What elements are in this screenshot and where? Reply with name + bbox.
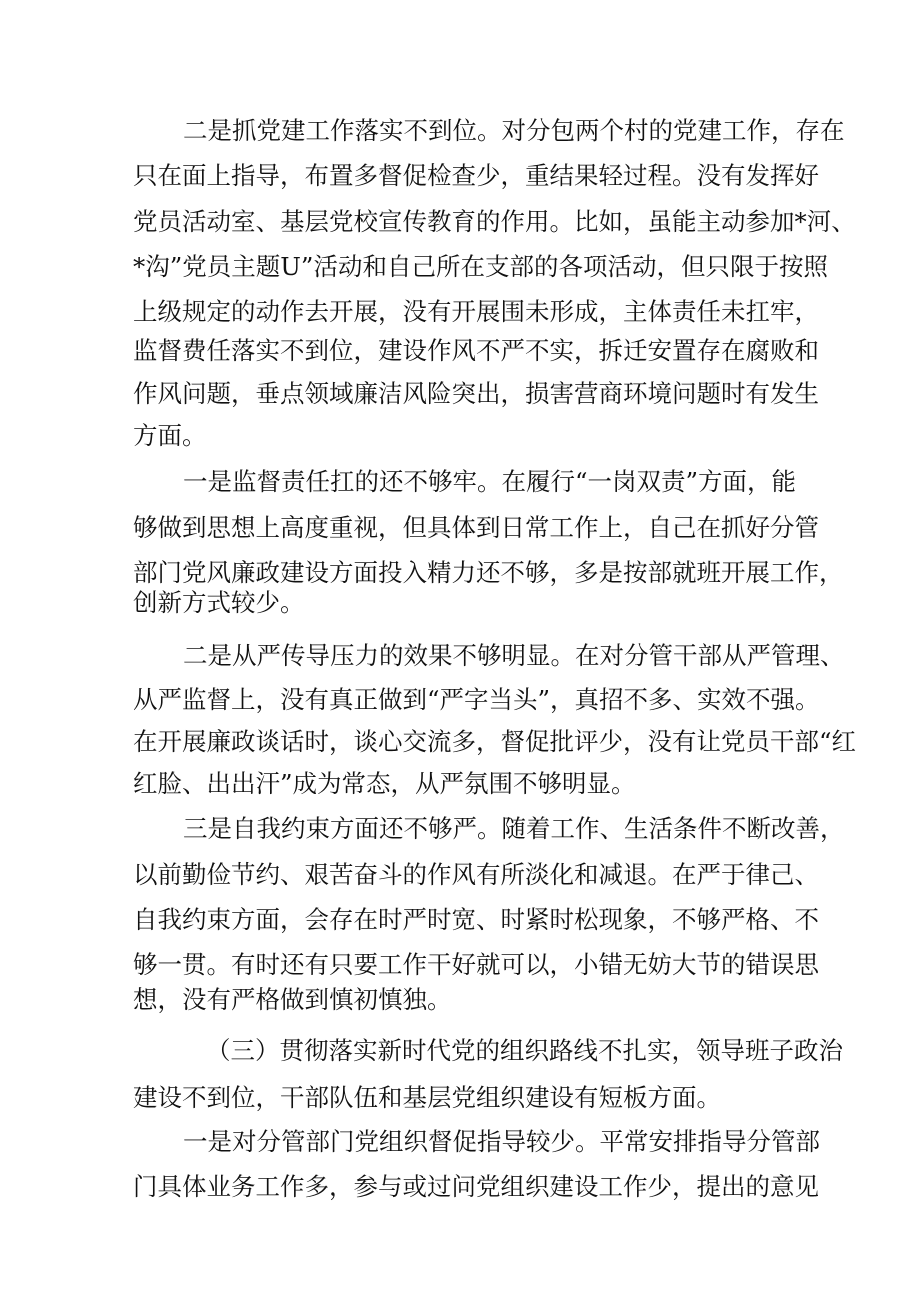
paragraph-line: 红脸、出出汗”成为常态，从严氛围不够明显。 [133, 769, 636, 798]
paragraph-line: 方面。 [133, 421, 207, 450]
paragraph-line: 部门党风廉政建设方面投入精力还不够，多是按部就班开展工作， [133, 558, 844, 587]
paragraph-line: 一是监督责任扛的还不够牢。在履行“一岗双责”方面，能 [183, 467, 797, 496]
paragraph-line: *沟”党员主题U”活动和自己所在支部的各项活动，但只限于按照 [133, 252, 828, 281]
paragraph-line: 三是自我约束方面还不够严。随着工作、生活条件不断改善， [183, 814, 845, 843]
paragraph-line: 想，没有严格做到慎初慎独。 [133, 985, 452, 1014]
paragraph-line: 在开展廉政谈话时，谈心交流多，督促批评少，没有让党员干部“红 [133, 727, 857, 756]
paragraph-line: 上级规定的动作去开展，没有开展围未形成，主体责任未扛牢， [133, 297, 819, 326]
paragraph-line: 二是从严传导压力的效果不够明显。在对分管干部从严管理、 [183, 641, 845, 670]
paragraph-line: 门具体业务工作多，参与或过问党组织建设工作少，提出的意见 [133, 1172, 819, 1201]
paragraph-line: 党员活动室、基层党校宣传教育的作用。比如，虽能主动参加*河、 [133, 207, 856, 236]
paragraph-line: 一是对分管部门党组织督促指导较少。平常安排指导分管部 [183, 1127, 820, 1156]
paragraph-line: 够一贯。有时还有只要工作干好就可以，小错无妨大节的错误思 [133, 950, 819, 979]
paragraph-line: 够做到思想上高度重视，但具体到日常工作上，自己在抓好分管 [133, 513, 819, 542]
paragraph-line: 只在面上指导，布置多督促检查少，重结果轻过程。没有发挥好 [133, 161, 819, 190]
paragraph-line: 自我约束方面，会存在时严时宽、时紧时松现象，不够严格、不 [133, 905, 819, 934]
paragraph-line: 以前勤俭节约、艰苦奋斗的作风有所淡化和减退。在严于律己、 [133, 860, 819, 889]
paragraph-line: 从严监督上，没有真正做到“严字当头”，真招不多、实效不强。 [133, 685, 820, 714]
section-heading-line: 建设不到位，干部队伍和基层党组织建设有短板方面。 [133, 1083, 721, 1112]
paragraph-line: 监督费任落实不到位，建设作风不严不实，拆迁安置存在腐败和 [133, 336, 819, 365]
paragraph-line: 二是抓党建工作落实不到位。对分包两个村的党建工作，存在 [183, 116, 845, 145]
section-heading-line: （三）贯彻落实新时代党的组织路线不扎实，领导班子政治 [206, 1036, 843, 1065]
paragraph-line: 创新方式较少。 [133, 588, 305, 617]
paragraph-line: 作风问题，垂点领域廉洁风险突出，损害营商环境问题时有发生 [133, 379, 819, 408]
